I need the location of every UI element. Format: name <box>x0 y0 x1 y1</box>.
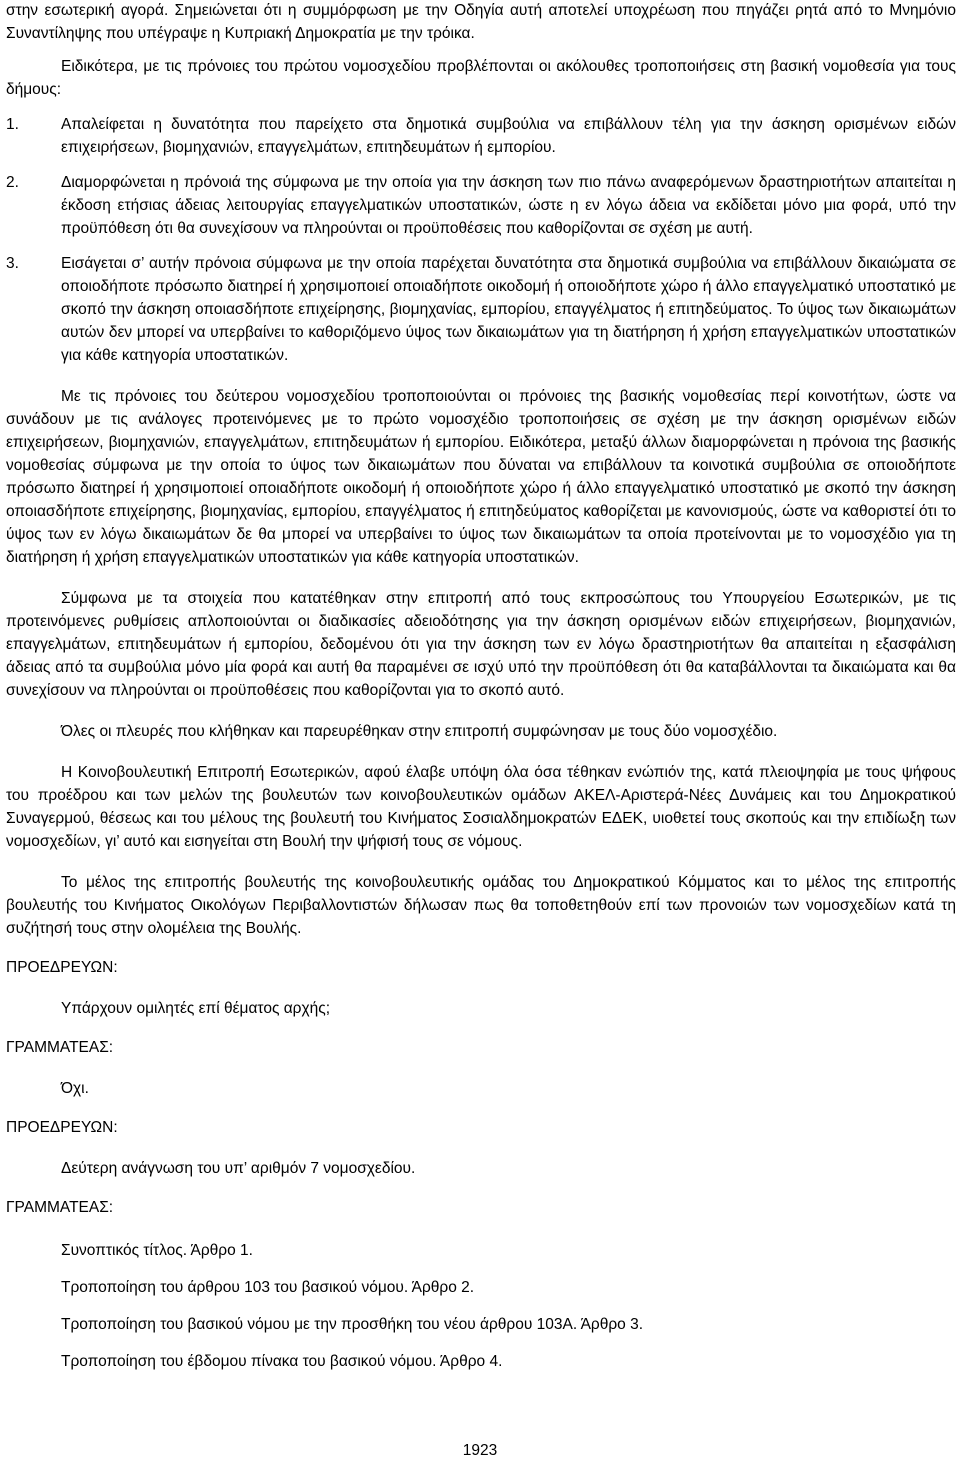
document-page <box>6 0 956 1373</box>
list-text: Απαλείφεται η δυνατότητα που παρείχετο στα δημοτικά συμβούλια να επιβάλλουν τέλη για την άσκηση ορισμένων ειδών επιχειρήσεων, βιομηχανιών, επαγγελμάτων, επιτηδευμάτων ή εμπορίου. <box>61 116 956 156</box>
list-item-2 <box>6 171 956 240</box>
speaker-label-secretary: ΓΡΑΜΜΑΤΕΑΣ: <box>6 1199 114 1216</box>
speech-line: Υπάρχουν ομιλητές επί θέματος αρχής; <box>61 1000 331 1017</box>
list-text: Εισάγεται σ’ αυτήν πρόνοια σύμφωνα με την οποία παρέχεται δυνατότητα στα δημοτικά συμβούλια να επιβάλλουν δικαιώματα σε οποιοδήποτε πρόσωπο διατηρεί ή χρησιμοποιεί οποιαδήποτε οικοδομή ή οποιοδήποτε χώρο ή άλλο επαγγελματικό υποστατικό με σκοπό την άσκηση οποιασδήποτε επιχείρησης, βιομηχανίας, εμπορίου, επαγγέλματος ή επιτηδεύματος. Το ύψος των δικαιωμάτων αυτών δεν μπορεί να υπερβαίνει το καθοριζόμενο ύψος των δικαιωμάτων για τη διατήρηση ή χρήση επαγγελματικών υποστατικών για κάθε κατηγορία υποστατικών. <box>61 255 956 364</box>
article-line: Τροποποίηση του άρθρου 103 του βασικού νόμου. Άρθρο 2. <box>61 1279 475 1296</box>
list-number: 3. <box>6 255 19 272</box>
paragraph-agreement: Όλες οι πλευρές που κλήθηκαν και παρευρέθηκαν στην επιτροπή συμφώνησαν με τους δύο νομοσχέδιο. <box>61 723 778 740</box>
speaker-label-chair: ΠΡΟΕΔΡΕΥΩΝ: <box>6 959 118 976</box>
article-line: Τροποποίηση του βασικού νόμου με την προσθήκη του νέου άρθρου 103Α. Άρθρο 3. <box>61 1316 644 1333</box>
paragraph-committee-recommendation: Η Κοινοβουλευτική Επιτροπή Εσωτερικών, αφού έλαβε υπόψη όλα όσα τέθηκαν ενώπιόν της, κατά πλειοψηφία με τους ψήφους του προέδρου και των μελών της βουλευτών των κοινοβουλευτικών ομάδων ΑΚΕΛ-Αριστερά-Νέες Δυνάμεις και του Δημοκρατικού Συναγερμού, θέσεως και του μέλους της βουλευτή του Κινήματος Σοσιαλδημοκρατών ΕΔΕΚ, υιοθετεί τους σκοπούς και την επιδίωξη των νομοσχεδίων, γι’ αυτό και εισηγείται στη Βουλή την ψήφισή τους σε νόμους. <box>6 764 956 850</box>
article-line: Τροποποίηση του έβδομου πίνακα του βασικού νόμου. Άρθρο 4. <box>61 1353 503 1370</box>
list-item-3 <box>6 252 956 367</box>
page-number: 1923 <box>462 1442 498 1459</box>
paragraph-members-statement: Το μέλος της επιτροπής βουλευτής της κοινοβουλευτικής ομάδας του Δημοκρατικού Κόμματος και το μέλος της επιτροπής βουλευτής του Κινήματος Οικολόγων Περιβαλλοντιστών δήλωσαν πως θα τοποθετηθούν επί των προνοιών των νομοσχεδίων κατά τη συζήτησή τους στην ολομέλεια της Βουλής. <box>6 874 956 937</box>
list-number: 2. <box>6 174 19 191</box>
paragraph-intro: στην εσωτερική αγορά. Σημειώνεται ότι η συμμόρφωση με την Οδηγία αυτή αποτελεί υποχρέωση που πηγάζει ρητά από το Μνημόνιο Συναντίληψης που υπέγραψε η Κυπριακή Δημοκρατία με την τρόικα. <box>6 2 956 42</box>
list-text: Διαμορφώνεται η πρόνοιά της σύμφωνα με την οποία για την άσκηση των πιο πάνω αναφερόμενων δραστηριοτήτων απαιτείται η έκδοση ετήσιας άδειας λειτουργίας επαγγελματικών υποστατικών, ώστε η εν λόγω άδεια να εκδίδεται μόνο μια φορά, υπό την προϋπόθεση ότι θα συνεχίσουν να πληρούνται οι προϋποθέσεις που καθορίζονται σε σχέση με αυτή. <box>61 174 956 237</box>
paragraph-first-bill: Ειδικότερα, με τις πρόνοιες του πρώτου νομοσχεδίου προβλέπονται οι ακόλουθες τροποποιήσεις στη βασική νομοθεσία για τους δήμους: <box>6 58 956 98</box>
article-line: Συνοπτικός τίτλος. Άρθρο 1. <box>61 1242 253 1259</box>
speaker-label-chair: ΠΡΟΕΔΡΕΥΩΝ: <box>6 1119 118 1136</box>
list-number: 1. <box>6 116 19 133</box>
paragraph-second-bill: Με τις πρόνοιες του δεύτερου νομοσχεδίου τροποποιούνται οι πρόνοιες της βασικής νομοθεσίας περί κοινοτήτων, ώστε να συνάδουν με τις ανάλογες προτεινόμενες με το πρώτο νομοσχέδιο τροποποιήσεις σε σχέση με την άσκηση ορισμένων ειδών επιχειρήσεων, βιομηχανιών, επαγγελμάτων, επιτηδευμάτων ή εμπορίου. Ειδικότερα, μεταξύ άλλων διαμορφώνεται η πρόνοια της βασικής νομοθεσίας σύμφωνα με την οποία το ύψος των δικαιωμάτων που δύναται να επιβάλλουν τα κοινοτικά συμβούλια σε οποιοδήποτε πρόσωπο διατηρεί ή χρησιμοποιεί οποιαδήποτε οικοδομή ή οποιοδήποτε χώρο ή άλλο επαγγελματικό υποστατικό με σκοπό την άσκηση οποιασδήποτε επιχείρησης, βιομηχανίας, εμπορίου, επαγγέλματος ή επιτηδεύματος καθορίζεται με κανονισμούς, ώστε να καθοριστεί ότι το ύψος των εν λόγω δικαιωμάτων δε θα μπορεί να υπερβαίνει το ύψος των δικαιωμάτων τα οποία προτείνονται με το νομοσχέδιο για τη διατήρηση ή χρήση επαγγελματικών υποστατικών για κάθε κατηγορία υποστατικών. <box>6 388 956 566</box>
speech-line: Δεύτερη ανάγνωση του υπ’ αριθμόν 7 νομοσχεδίου. <box>61 1160 416 1177</box>
speech-line: Όχι. <box>61 1080 89 1097</box>
speaker-label-secretary: ΓΡΑΜΜΑΤΕΑΣ: <box>6 1039 114 1056</box>
list-item-1 <box>6 113 956 159</box>
paragraph-ministry-data: Σύμφωνα με τα στοιχεία που κατατέθηκαν στην επιτροπή από τους εκπροσώπους του Υπουργείου Εσωτερικών, με τις προτεινόμενες ρυθμίσεις απλοποιούνται οι διαδικασίες αδειοδότησης για την άσκηση ορισμένων ειδών επιχειρήσεων, βιομηχανιών, επαγγελμάτων, επιτηδευμάτων ή εμπορίου, δεδομένου ότι για την άσκηση των εν λόγω δραστηριοτήτων θα απαιτείται η εξασφάλιση άδειας από τα συμβούλια μόνο μία φορά και αυτή θα παραμένει σε ισχύ υπό την προϋπόθεση ότι θα καταβάλλονται τα δικαιώματα και θα συνεχίσουν να πληρούνται οι προϋποθέσεις που καθορίζονται για το σκοπό αυτό. <box>6 590 956 699</box>
